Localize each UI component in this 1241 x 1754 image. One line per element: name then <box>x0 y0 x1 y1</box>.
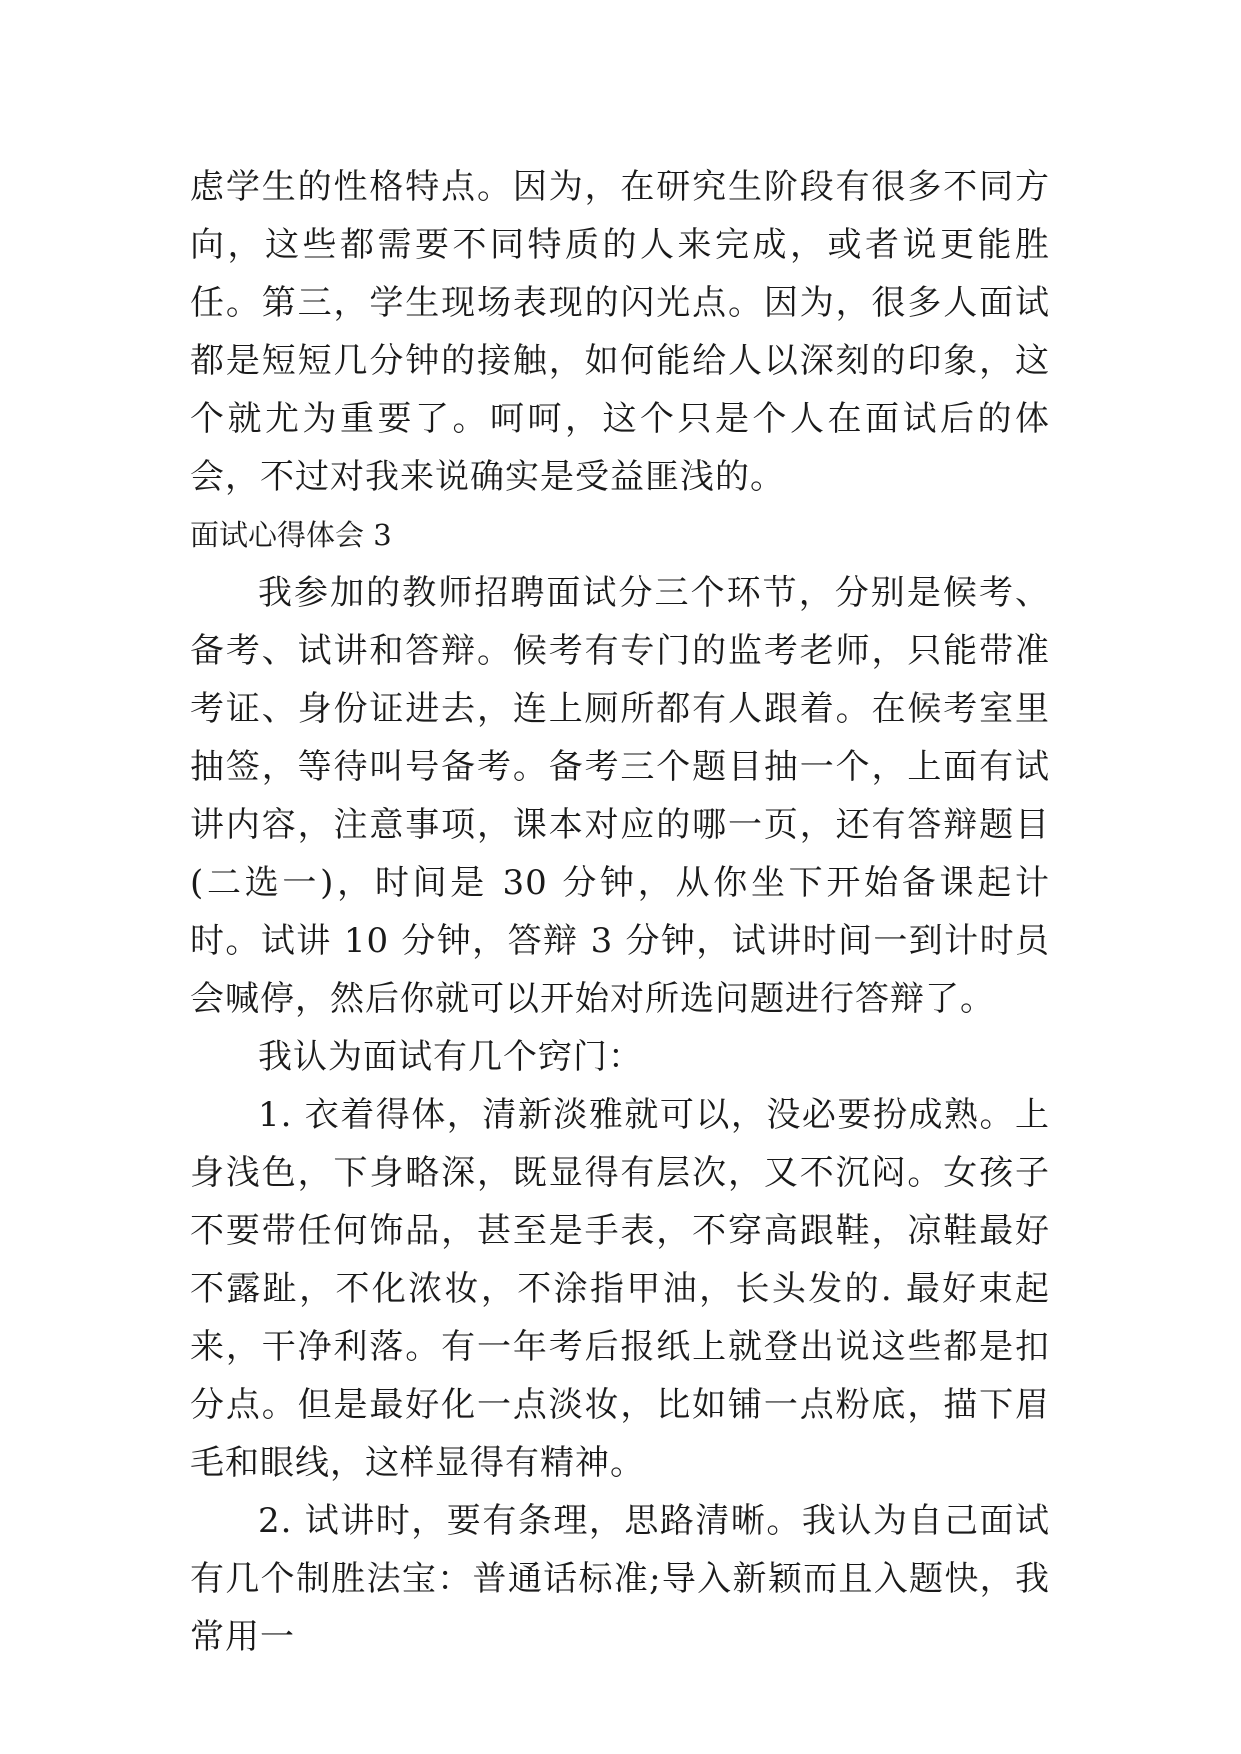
paragraph-tip-2: 2. 试讲时，要有条理，思路清晰。我认为自己面试有几个制胜法宝：普通话标准;导入新颖而且入题快，我常用一 <box>190 1501 1050 1657</box>
paragraph-tips-intro: 我认为面试有几个窍门： <box>258 1037 643 1077</box>
paragraph-tip-1: 1. 衣着得体，清新淡雅就可以，没必要扮成熟。上身浅色，下身略深，既显得有层次，又不沉闷。女孩子不要带任何饰品，甚至是手表，不穿高跟鞋，凉鞋最好不露趾，不化浓妆，不涂指甲油，长头发的. 最好束起来，干净利落。有一年考后报纸上就登出说这些都是扣分点。但是最好化一点淡妆，比如铺一点粉底，描下眉毛和眼线，这样显得有精神。 <box>190 1095 1050 1483</box>
paragraph-continuation: 虑学生的性格特点。因为，在研究生阶段有很多不同方向，这些都需要不同特质的人来完成，或者说更能胜任。第三，学生现场表现的闪光点。因为，很多人面试都是短短几分钟的接触，如何能给人以深刻的印象，这个就尤为重要了。呵呵，这个只是个人在面试后的体会，不过对我来说确实是受益匪浅的。 <box>190 167 1050 497</box>
paragraph-interview-process: 我参加的教师招聘面试分三个环节，分别是候考、备考、试讲和答辩。候考有专门的监考老师，只能带准考证、身份证进去，连上厕所都有人跟着。在候考室里抽签，等待叫号备考。备考三个题目抽一个，上面有试讲内容，注意事项，课本对应的哪一页，还有答辩题目(二选一)，时间是 30 分钟，从你坐下开始备课起计时。试讲 10 分钟，答辩 3 分钟，试讲时间一到计时员会喊停，然后你就可以开始对所选问题进行答辩了。 <box>190 573 1050 1019</box>
document-body <box>190 158 1050 1666</box>
section-title: 面试心得体会 3 <box>190 518 392 552</box>
